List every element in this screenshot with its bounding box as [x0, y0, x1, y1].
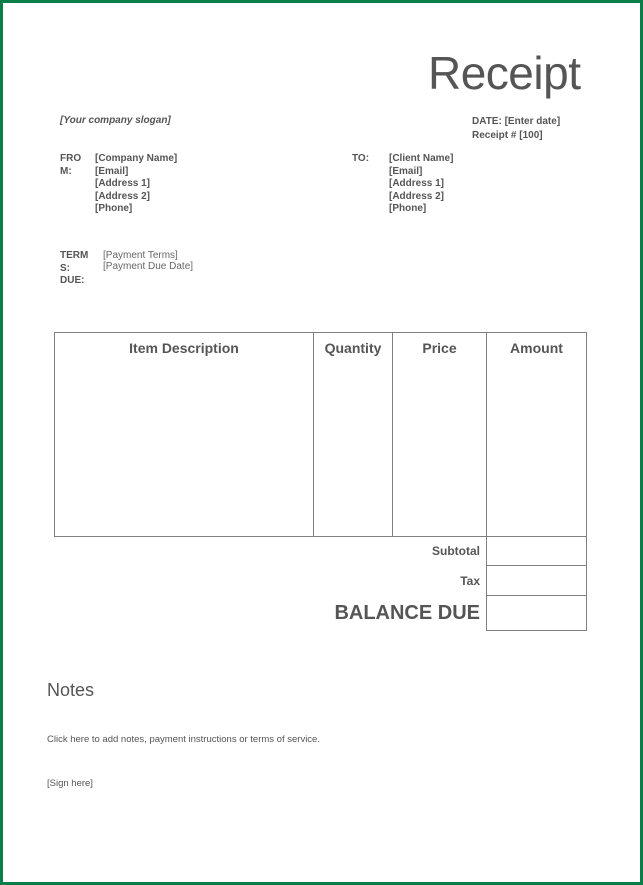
- from-label-line2: M:: [60, 165, 72, 177]
- tax-row: [300, 565, 587, 596]
- column-price[interactable]: [393, 333, 487, 536]
- balance-due-row: [300, 595, 587, 631]
- payment-terms-field[interactable]: [Payment Terms]: [103, 250, 178, 261]
- receipt-meta: [472, 115, 560, 143]
- to-label: TO:: [352, 153, 370, 164]
- from-label: [60, 153, 81, 178]
- terms-label-line3: DUE:: [60, 275, 85, 286]
- from-address-block: [95, 153, 177, 216]
- balance-due-value[interactable]: [486, 595, 587, 631]
- header-price: Price: [422, 340, 457, 356]
- subtotal-row: [300, 536, 587, 566]
- signature-field[interactable]: [Sign here]: [47, 778, 93, 789]
- balance-due-label: BALANCE DUE: [334, 601, 480, 624]
- to-address-2[interactable]: [Address 2]: [389, 190, 445, 202]
- subtotal-value[interactable]: [486, 536, 587, 566]
- terms-label-line2: S:: [60, 262, 70, 274]
- document-title: Receipt: [428, 47, 581, 99]
- column-quantity[interactable]: [314, 333, 393, 536]
- terms-label-line1: TERM: [60, 250, 89, 261]
- from-address-1[interactable]: [Address 1]: [95, 178, 151, 189]
- header-item-description: Item Description: [129, 340, 239, 356]
- to-address-1[interactable]: [Address 1]: [389, 178, 445, 189]
- notes-heading: Notes: [47, 680, 95, 700]
- tax-value[interactable]: [486, 565, 587, 596]
- from-phone[interactable]: [Phone]: [95, 203, 133, 214]
- column-amount[interactable]: [487, 333, 586, 536]
- to-address-block: [389, 153, 453, 216]
- from-label-line1: FRO: [60, 153, 82, 164]
- to-client-name[interactable]: [Client Name]: [389, 153, 454, 164]
- column-item-description[interactable]: [55, 333, 314, 536]
- items-table: [54, 332, 587, 537]
- header-amount: Amount: [510, 340, 563, 356]
- subtotal-label: Subtotal: [432, 544, 480, 558]
- payment-due-date-field[interactable]: [Payment Due Date]: [103, 261, 194, 272]
- from-address-2[interactable]: [Address 2]: [95, 190, 151, 202]
- receipt-number-field[interactable]: Receipt # [100]: [472, 130, 543, 141]
- to-email[interactable]: [Email]: [389, 165, 423, 177]
- terms-label: [60, 250, 88, 288]
- from-company-name[interactable]: [Company Name]: [95, 153, 178, 164]
- date-field[interactable]: DATE: [Enter date]: [472, 116, 561, 127]
- tax-label: Tax: [460, 573, 480, 588]
- to-phone[interactable]: [Phone]: [389, 203, 427, 214]
- company-slogan[interactable]: [Your company slogan]: [60, 115, 171, 126]
- header-quantity: Quantity: [324, 340, 382, 356]
- from-email[interactable]: [Email]: [95, 165, 129, 177]
- terms-values: [103, 250, 193, 272]
- notes-text[interactable]: Click here to add notes, payment instructions or terms of service.: [47, 734, 320, 745]
